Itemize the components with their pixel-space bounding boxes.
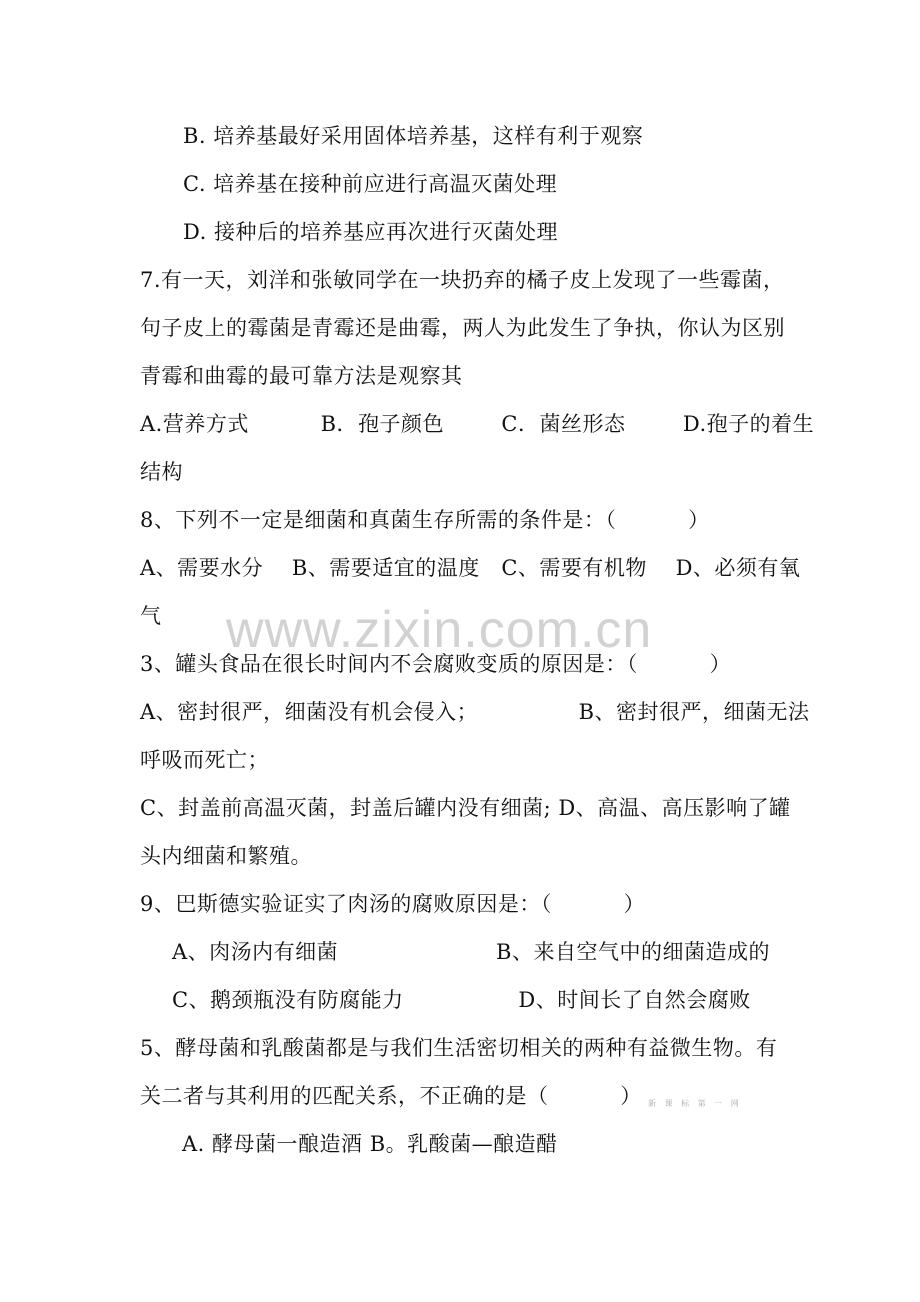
q7-stem-line-3: 青霉和曲霉的最可靠方法是观察其 — [140, 364, 463, 388]
q7-options: A.营养方式 B．孢子颜色 C．菌丝形态 D.孢子的着生 — [140, 412, 815, 436]
q7-stem-line-2: 句子皮上的霉菌是青霉还是曲霉，两人为此发生了争执，你认为区别 — [140, 316, 785, 340]
q5-stem-line-1: 5、酵母菌和乳酸菌都是与我们生活密切相关的两种有益微生物。有 — [140, 1036, 778, 1060]
q6-option-c: C. 培养基在接种前应进行高温灭菌处理 — [183, 172, 558, 196]
q3-options-cd-cont: 头内细菌和繁殖。 — [140, 844, 312, 868]
q8-options: A、需要水分 B、需要适宜的温度 C、需要有机物 D、必须有氧 — [140, 556, 801, 580]
q7-options-cont: 结构 — [140, 460, 183, 484]
q7-stem-line-1: 7.有一天，刘洋和张敏同学在一块扔弃的橘子皮上发现了一些霉菌， — [140, 268, 785, 292]
q3-stem: 3、罐头食品在很长时间内不会腐败变质的原因是：（ ） — [140, 652, 732, 676]
q6-option-b: B. 培养基最好采用固体培养基，这样有利于观察 — [183, 124, 644, 148]
watermark: www.zixin.com.cn — [226, 601, 653, 659]
q3-options-ab-cont: 呼吸而死亡； — [140, 748, 269, 772]
source-stamp: 新 课 标 第 一 网 — [648, 1099, 742, 1108]
q5-stem-line-2: 关二者与其利用的匹配关系，不正确的是（ ） — [140, 1084, 642, 1108]
q5-options-ab: A. 酵母菌一酿造酒 B。乳酸菌—酿造醋 — [182, 1132, 558, 1156]
q9-options-cd: C、鹅颈瓶没有防腐能力 D、时间长了自然会腐败 — [172, 988, 751, 1012]
q6-option-d: D. 接种后的培养基应再次进行灭菌处理 — [183, 220, 558, 244]
q8-options-cont: 气 — [140, 604, 162, 628]
q3-options-ab: A、密封很严，细菌没有机会侵入； B、密封很严，细菌无法 — [140, 700, 810, 724]
q9-stem: 9、巴斯德实验证实了肉汤的腐败原因是：（ ） — [140, 892, 646, 916]
q8-stem: 8、下列不一定是细菌和真菌生存所需的条件是：（ ） — [140, 508, 710, 532]
q9-options-ab: A、肉汤内有细菌 B、来自空气中的细菌造成的 — [172, 940, 770, 964]
q3-options-cd: C、封盖前高温灭菌，封盖后罐内没有细菌; D、高温、高压影响了罐 — [140, 796, 791, 820]
